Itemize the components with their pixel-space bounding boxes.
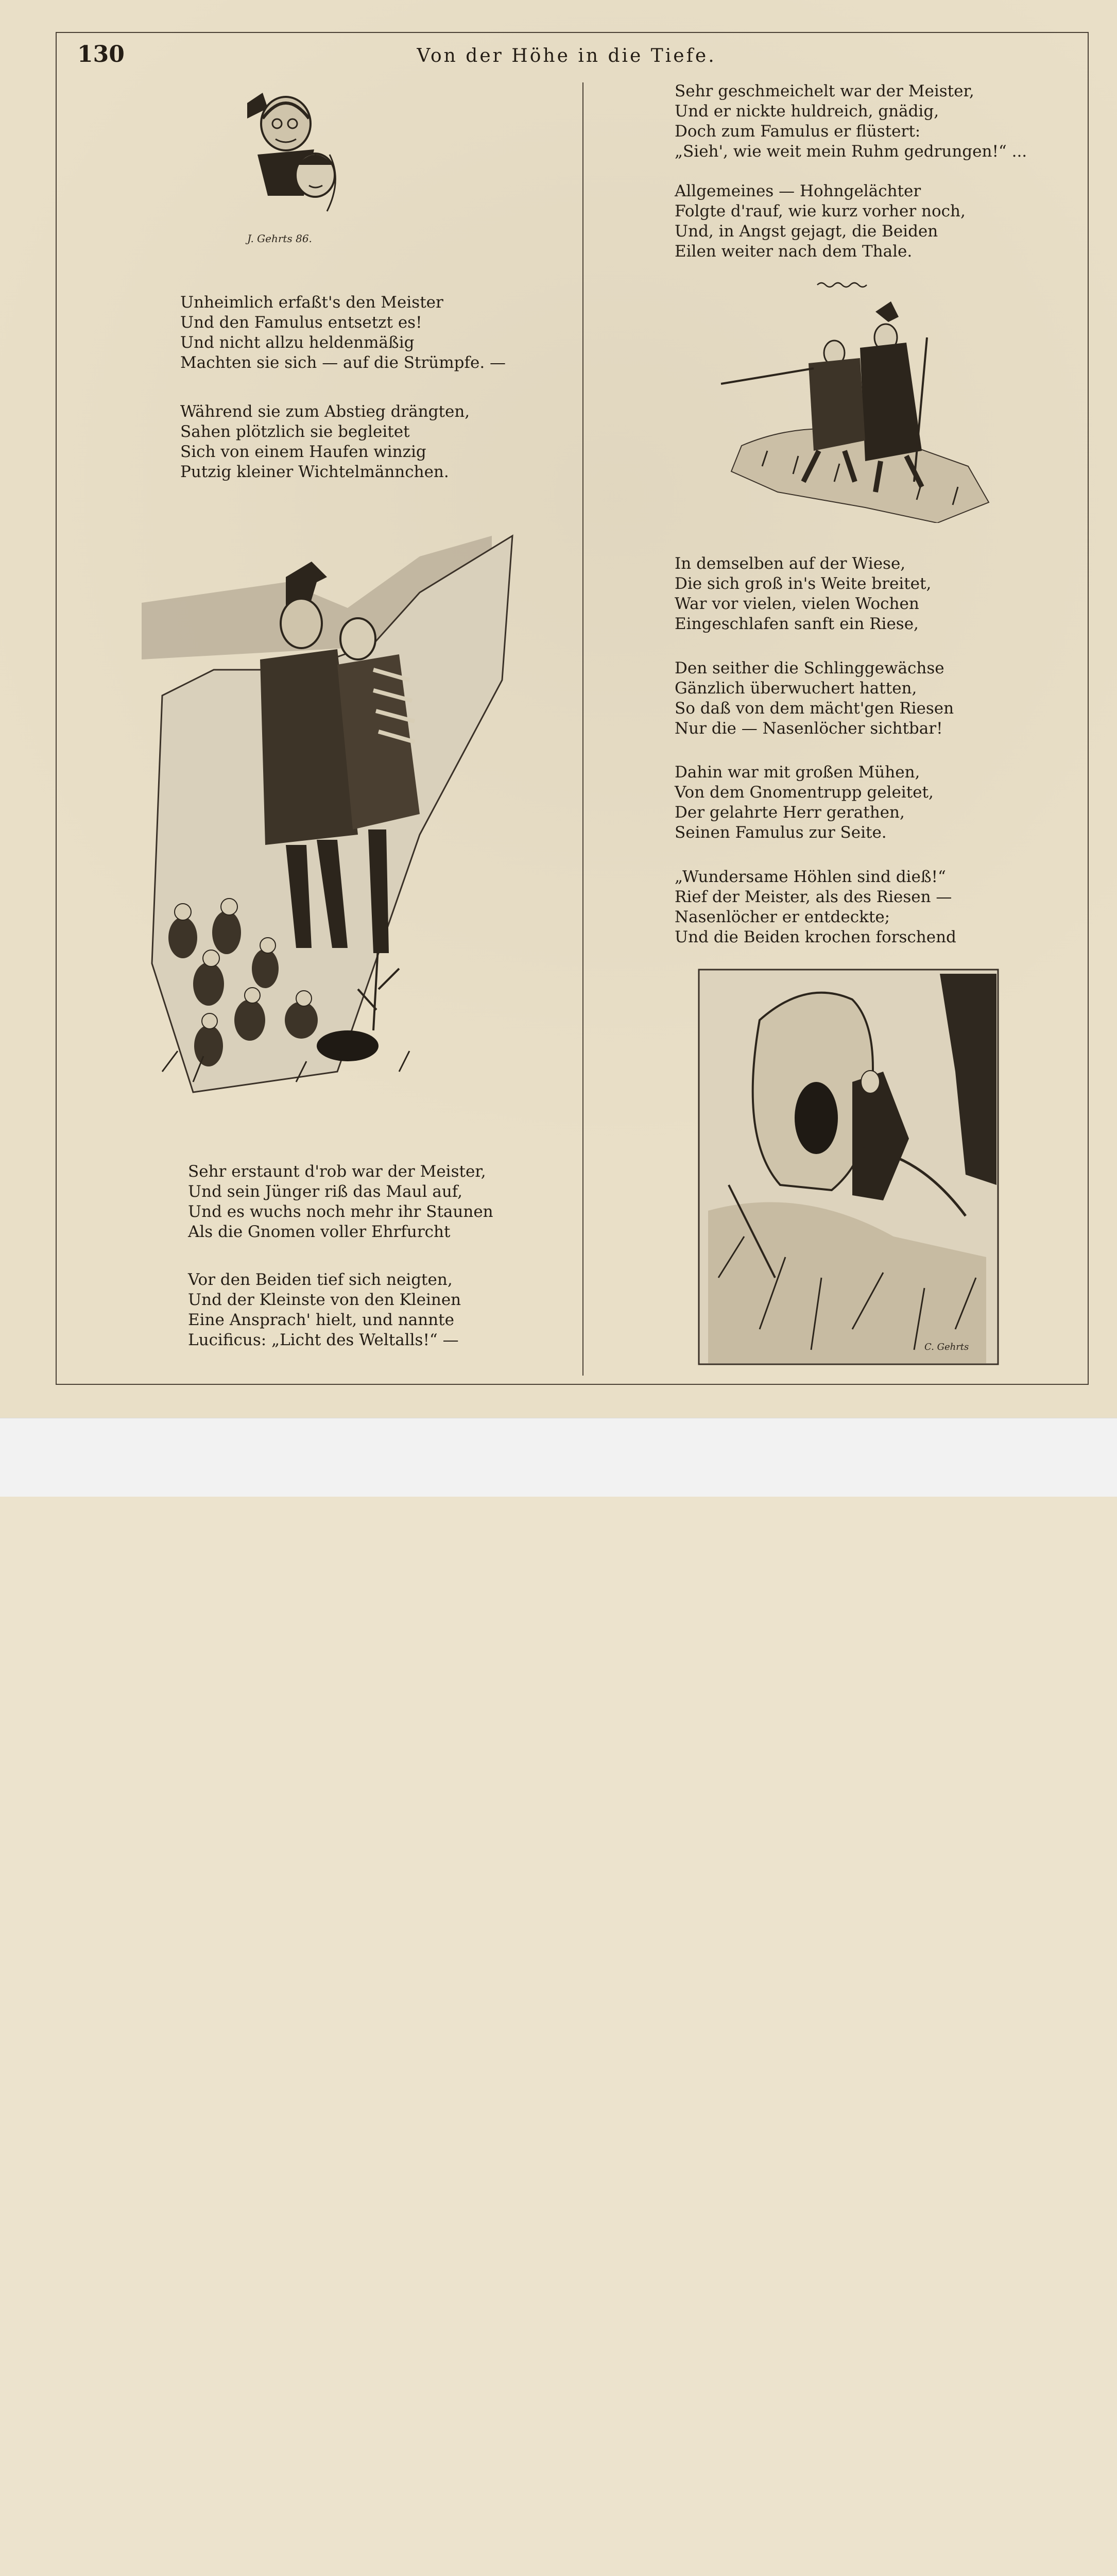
verse-line: So daß von dem mächt'gen Riesen [675, 699, 954, 718]
right-stanza-3 [675, 554, 931, 634]
verse-line: Eine Ansprach' hielt, und nannte [188, 1311, 454, 1329]
verse-line: Eilen weiter nach dem Thale. [675, 242, 913, 261]
viewer-footer [0, 1418, 1117, 1497]
verse-line: Doch zum Famulus er flüstert: [675, 122, 921, 141]
verse-line: Seinen Famulus zur Seite. [675, 823, 887, 842]
verse-line: Und sein Jünger riß das Maul auf, [188, 1182, 463, 1201]
left-stanza-2 [180, 402, 470, 482]
verse-line: Die sich groß in's Weite breitet, [675, 574, 932, 593]
verse-line: Sahen plötzlich sie begleitet [180, 422, 410, 441]
verse-line: Rief der Meister, als des Riesen — [675, 888, 952, 906]
verse-line: Lucificus: „Licht des Weltalls!“ — [188, 1331, 459, 1349]
verse-line: Und der Kleinste von den Kleinen [188, 1291, 461, 1309]
verse-line: Und den Famulus entsetzt es! [180, 313, 422, 332]
verse-line: Putzig kleiner Wichtelmännchen. [180, 463, 449, 481]
left-stanza-1 [180, 293, 506, 373]
verse-line: Nasenlöcher er entdeckte; [675, 908, 890, 926]
verse-line: Und es wuchs noch mehr ihr Staunen [188, 1202, 493, 1221]
right-stanza-5 [675, 762, 934, 843]
ornament-squiggle [816, 281, 868, 289]
verse-line: Und nicht allzu heldenmäßig [180, 333, 415, 352]
heads-signature: J. Gehrts 86. [247, 232, 312, 245]
verse-line: Während sie zum Abstieg drängten, [180, 402, 470, 421]
right-stanza-2 [675, 181, 966, 262]
verse-line: Folgte d'rauf, wie kurz vorher noch, [675, 202, 966, 221]
verse-line: Sehr geschmeichelt war der Meister, [675, 82, 974, 100]
illustration-gnomes-slope [131, 526, 543, 1097]
illustration-giant-nostrils [698, 969, 999, 1365]
verse-line: Und, in Angst gejagt, die Beiden [675, 222, 938, 241]
giant-signature: C. Gehrts [924, 1342, 969, 1352]
left-stanza-3 [188, 1162, 493, 1242]
verse-line: Machten sie sich — auf die Strümpfe. — [180, 353, 506, 372]
verse-line: Und er nickte huldreich, gnädig, [675, 102, 939, 121]
verse-line: Sich von einem Haufen winzig [180, 443, 426, 461]
verse-line: Sehr erstaunt d'rob war der Meister, [188, 1162, 486, 1181]
page-number: 130 [77, 41, 125, 67]
verse-line: Unheimlich erfaßt's den Meister [180, 293, 443, 312]
right-stanza-1 [675, 81, 1027, 162]
column-divider [582, 82, 583, 1376]
verse-line: Der gelahrte Herr gerathen, [675, 803, 905, 822]
verse-line: „Wundersame Höhlen sind dieß!“ [675, 868, 946, 886]
illustration-running-figures [711, 296, 999, 523]
right-stanza-4 [675, 658, 954, 739]
right-stanza-6 [675, 867, 956, 947]
running-head: Von der Höhe in die Tiefe. [417, 45, 716, 66]
verse-line: Gänzlich überwuchert hatten, [675, 679, 917, 698]
verse-line: War vor vielen, vielen Wochen [675, 595, 919, 613]
verse-line: Nur die — Nasenlöcher sichtbar! [675, 719, 943, 738]
verse-line: Von dem Gnomentrupp geleitet, [675, 783, 934, 802]
verse-line: In demselben auf der Wiese, [675, 554, 906, 573]
verse-line: Als die Gnomen voller Ehrfurcht [188, 1223, 451, 1241]
illustration-heads [227, 88, 340, 263]
verse-line: Eingeschlafen sanft ein Riese, [675, 615, 919, 633]
verse-line: „Sieh', wie weit mein Ruhm gedrungen!“ ... [675, 142, 1027, 161]
verse-line: Dahin war mit großen Mühen, [675, 763, 920, 782]
verse-line: Allgemeines — Hohngelächter [675, 182, 921, 200]
verse-line: Vor den Beiden tief sich neigten, [188, 1270, 453, 1289]
verse-line: Und die Beiden krochen forschend [675, 928, 956, 946]
verse-line: Den seither die Schlinggewächse [675, 659, 944, 677]
left-stanza-4 [188, 1270, 461, 1350]
